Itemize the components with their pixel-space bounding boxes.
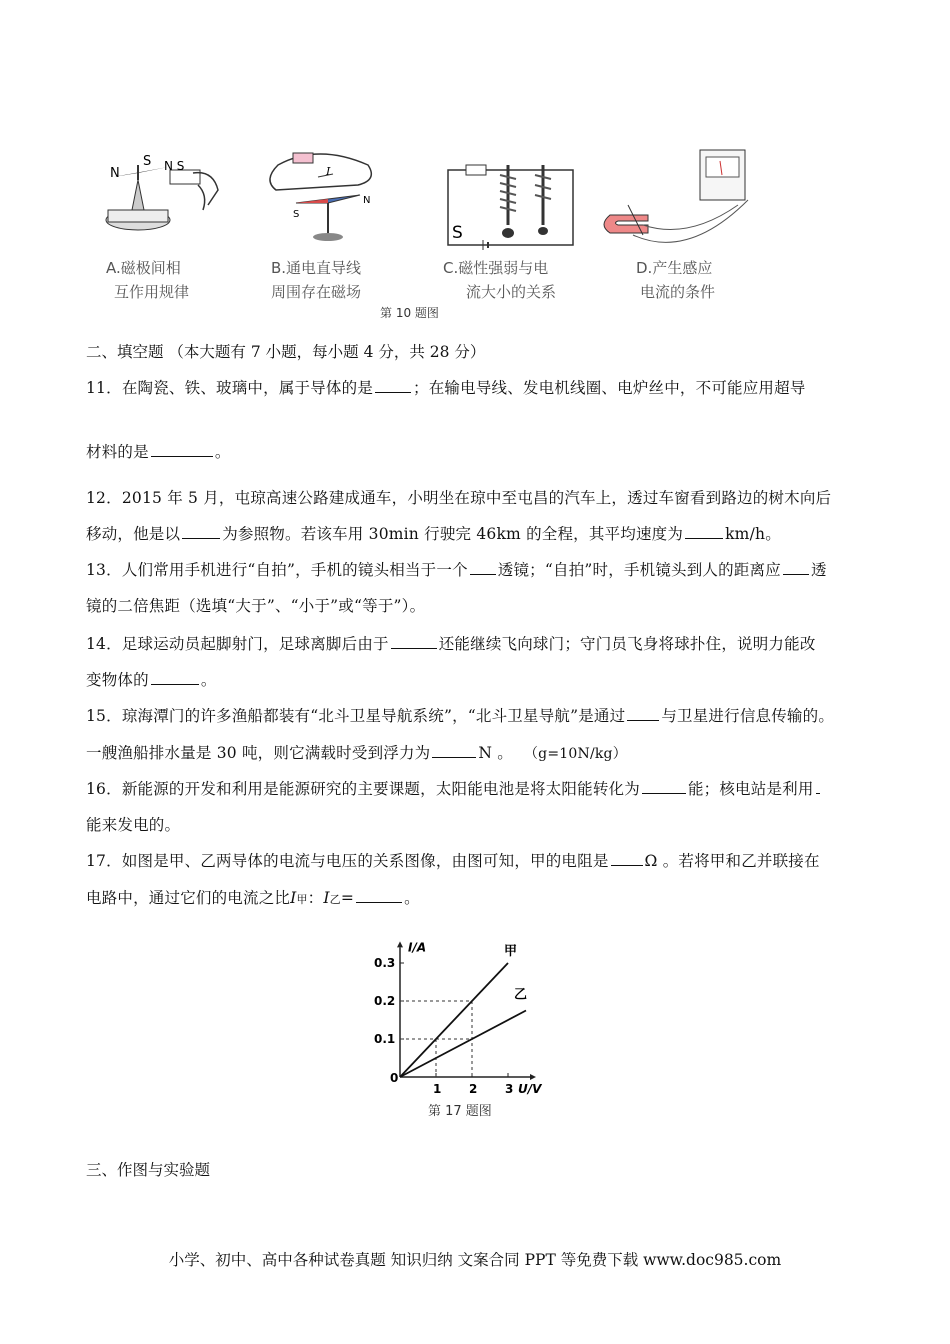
fig10-a-label-1: A.磁极间相 <box>106 259 181 277</box>
q13-line-1 <box>86 558 827 580</box>
q13-text-a: 13．人们常用手机进行“自拍”，手机的镜头相当于一个 <box>86 561 468 579</box>
y-tick-label: 0.3 <box>374 956 396 970</box>
q14-text-b: 还能继续飞向球门；守门员飞身将球扑住，说明力能改 <box>438 635 816 653</box>
q14-blank-2[interactable] <box>151 670 199 685</box>
q11-text-a: 11．在陶瓷、铁、玻璃中，属于导体的是 <box>86 379 374 397</box>
q12-line-1: 12．2015 年 5 月，屯琼高速公路建成通车，小明坐在琼中至屯昌的汽车上，透过车窗看到路边的树木向后 <box>86 489 832 507</box>
fig10-c-label-2: 流大小的关系 <box>466 283 557 301</box>
series-line-0 <box>400 963 508 1077</box>
q16-text-a: 16．新能源的开发和利用是能源研究的主要课题，太阳能电池是将太阳能转化为 <box>86 780 640 798</box>
q15-blank-1[interactable] <box>627 706 659 721</box>
figure-17 <box>362 925 602 1125</box>
q11-line-2 <box>86 440 231 462</box>
q17-text-d: I <box>290 889 297 907</box>
q16-text-b: 能；核电站是利用 <box>687 780 814 798</box>
fig10-c-illustration <box>448 165 573 250</box>
q17-blank-2[interactable] <box>356 888 402 903</box>
q15-text-e: （g=10N/kg） <box>530 746 627 762</box>
figure-10 <box>88 125 758 330</box>
q15-text-c: 一艘渔船排水量是 30 吨，则它满载时受到浮力为 <box>86 744 431 762</box>
x-tick-label: 3 <box>505 1082 514 1096</box>
q17-text-e: 甲 <box>296 893 308 906</box>
fig10-a-ns: N S <box>164 159 185 173</box>
q11-blank-1[interactable] <box>375 378 411 393</box>
fig10-d-label-2: 电流的条件 <box>640 283 716 301</box>
x-axis-arrow <box>530 1074 536 1080</box>
q17-text-c: 电路中，通过它们的电流之比 <box>86 889 291 907</box>
q16-line-2: 能来发电的。 <box>86 816 181 834</box>
q11-blank-2[interactable] <box>151 442 213 457</box>
fig10-b-s: S <box>293 209 300 220</box>
fig10-c-s: S <box>452 223 463 243</box>
q15-text-a: 15．琼海潭门的许多渔船都装有“北斗卫星导航系统”，“北斗卫星导航”是通过 <box>86 707 626 725</box>
q12-blank-2[interactable] <box>685 524 723 539</box>
footer: 小学、初中、高中各种试卷真题 知识归纳 文案合同 PPT 等免费下载 www.doc985.com <box>168 1251 782 1269</box>
q12-blank-1[interactable] <box>182 524 220 539</box>
y-axis-label: I/A <box>408 940 427 955</box>
q15-line-1 <box>86 704 834 726</box>
q17-text-b: Ω 。若将甲和乙并联接在 <box>644 852 820 870</box>
fig10-d-label-1: D.产生感应 <box>636 259 713 277</box>
q14-text-d: 。 <box>200 671 217 689</box>
q16-blank-1[interactable] <box>642 779 686 794</box>
q17-line-2 <box>86 886 420 908</box>
q14-line-1 <box>86 632 816 654</box>
x-tick-label: 1 <box>433 1082 442 1096</box>
fig10-a-label-2: 互作用规律 <box>114 283 190 301</box>
q13-blank-2[interactable] <box>783 560 809 575</box>
q13-line-2: 镜的二倍焦距（选填“大于”、“小于”或“等于”）。 <box>86 597 426 615</box>
section-2-title: 二、填空题 （本大题有 7 小题，每小题 4 分，共 28 分） <box>86 343 486 361</box>
fig10-b-label-2: 周围存在磁场 <box>271 283 362 301</box>
series-line-1 <box>400 1011 526 1078</box>
fig10-b-n: N <box>363 195 371 206</box>
q17-blank-1[interactable] <box>611 851 643 866</box>
x-axis-label: U/V <box>518 1082 542 1096</box>
q15-blank-2[interactable] <box>432 743 476 758</box>
q17-line-1 <box>86 849 820 871</box>
series-label-0: 甲 <box>504 944 518 959</box>
fig10-a-s: S <box>143 154 152 169</box>
q12-text-b: 移动，他是以 <box>86 525 181 543</box>
q11-text-b: ；在输电导线、发电机线圈、电炉丝中，不可能应用超导 <box>413 379 806 397</box>
q11-line-1 <box>86 376 806 398</box>
fig10-c-label-1: C.磁性强弱与电 <box>443 259 549 277</box>
q12-text-c: 为参照物。若该车用 30min 行驶完 46km 的全程，其平均速度为 <box>222 525 684 543</box>
q16-line-1 <box>86 777 822 799</box>
fig10-a-n: N <box>110 166 120 181</box>
q17-text-a: 17．如图是甲、乙两导体的电流与电压的关系图像，由图可知，甲的电阻是 <box>86 852 609 870</box>
q17-text-h: 乙 <box>329 893 341 906</box>
q17-text-g: I <box>323 889 330 907</box>
q14-text-c: 变物体的 <box>86 671 149 689</box>
q14-text-a: 14．足球运动员起脚射门，足球离脚后由于 <box>86 635 389 653</box>
q14-blank-1[interactable] <box>391 634 437 649</box>
fig10-b-illustration <box>270 153 371 241</box>
section-3-title: 三、作图与实验题 <box>86 1161 211 1179</box>
q13-text-b: 透镜；“自拍”时，手机镜头到人的距离应 <box>497 561 781 579</box>
q15-text-b: 与卫星进行信息传输的。 <box>661 707 835 725</box>
figure-10-drawing <box>88 125 758 330</box>
q11-text-c: 材料的是 <box>86 443 149 461</box>
q13-text-c: 透 <box>810 561 827 579</box>
q15-text-d: N 。 <box>478 744 513 762</box>
x-tick-label: 2 <box>469 1082 478 1096</box>
fig10-caption: 第 10 题图 <box>380 306 439 320</box>
iu-graph <box>362 925 602 1125</box>
fig17-caption: 第 17 题图 <box>428 1104 492 1119</box>
q15-line-2 <box>86 741 627 763</box>
q13-blank-1[interactable] <box>470 560 496 575</box>
q16-blank-2[interactable] <box>816 779 820 794</box>
q17-text-i: = <box>340 889 355 907</box>
y-tick-label: 0.2 <box>374 994 396 1008</box>
y-axis-arrow <box>397 941 403 947</box>
q17-text-f: ： <box>307 889 324 907</box>
fig10-d-illustration <box>604 150 748 242</box>
origin-label: 0 <box>390 1071 399 1085</box>
q17-text-j: 。 <box>404 889 420 907</box>
q14-line-2 <box>86 668 217 690</box>
fig10-a-illustration <box>106 154 218 230</box>
y-tick-label: 0.1 <box>374 1032 396 1046</box>
q12-text-d: km/h。 <box>725 525 781 543</box>
q12-line-2 <box>86 522 781 544</box>
fig10-b-label-1: B.通电直导线 <box>271 259 362 277</box>
q11-text-d: 。 <box>214 443 231 461</box>
fig10-b-i: I <box>326 165 331 178</box>
series-label-1: 乙 <box>514 987 528 1003</box>
